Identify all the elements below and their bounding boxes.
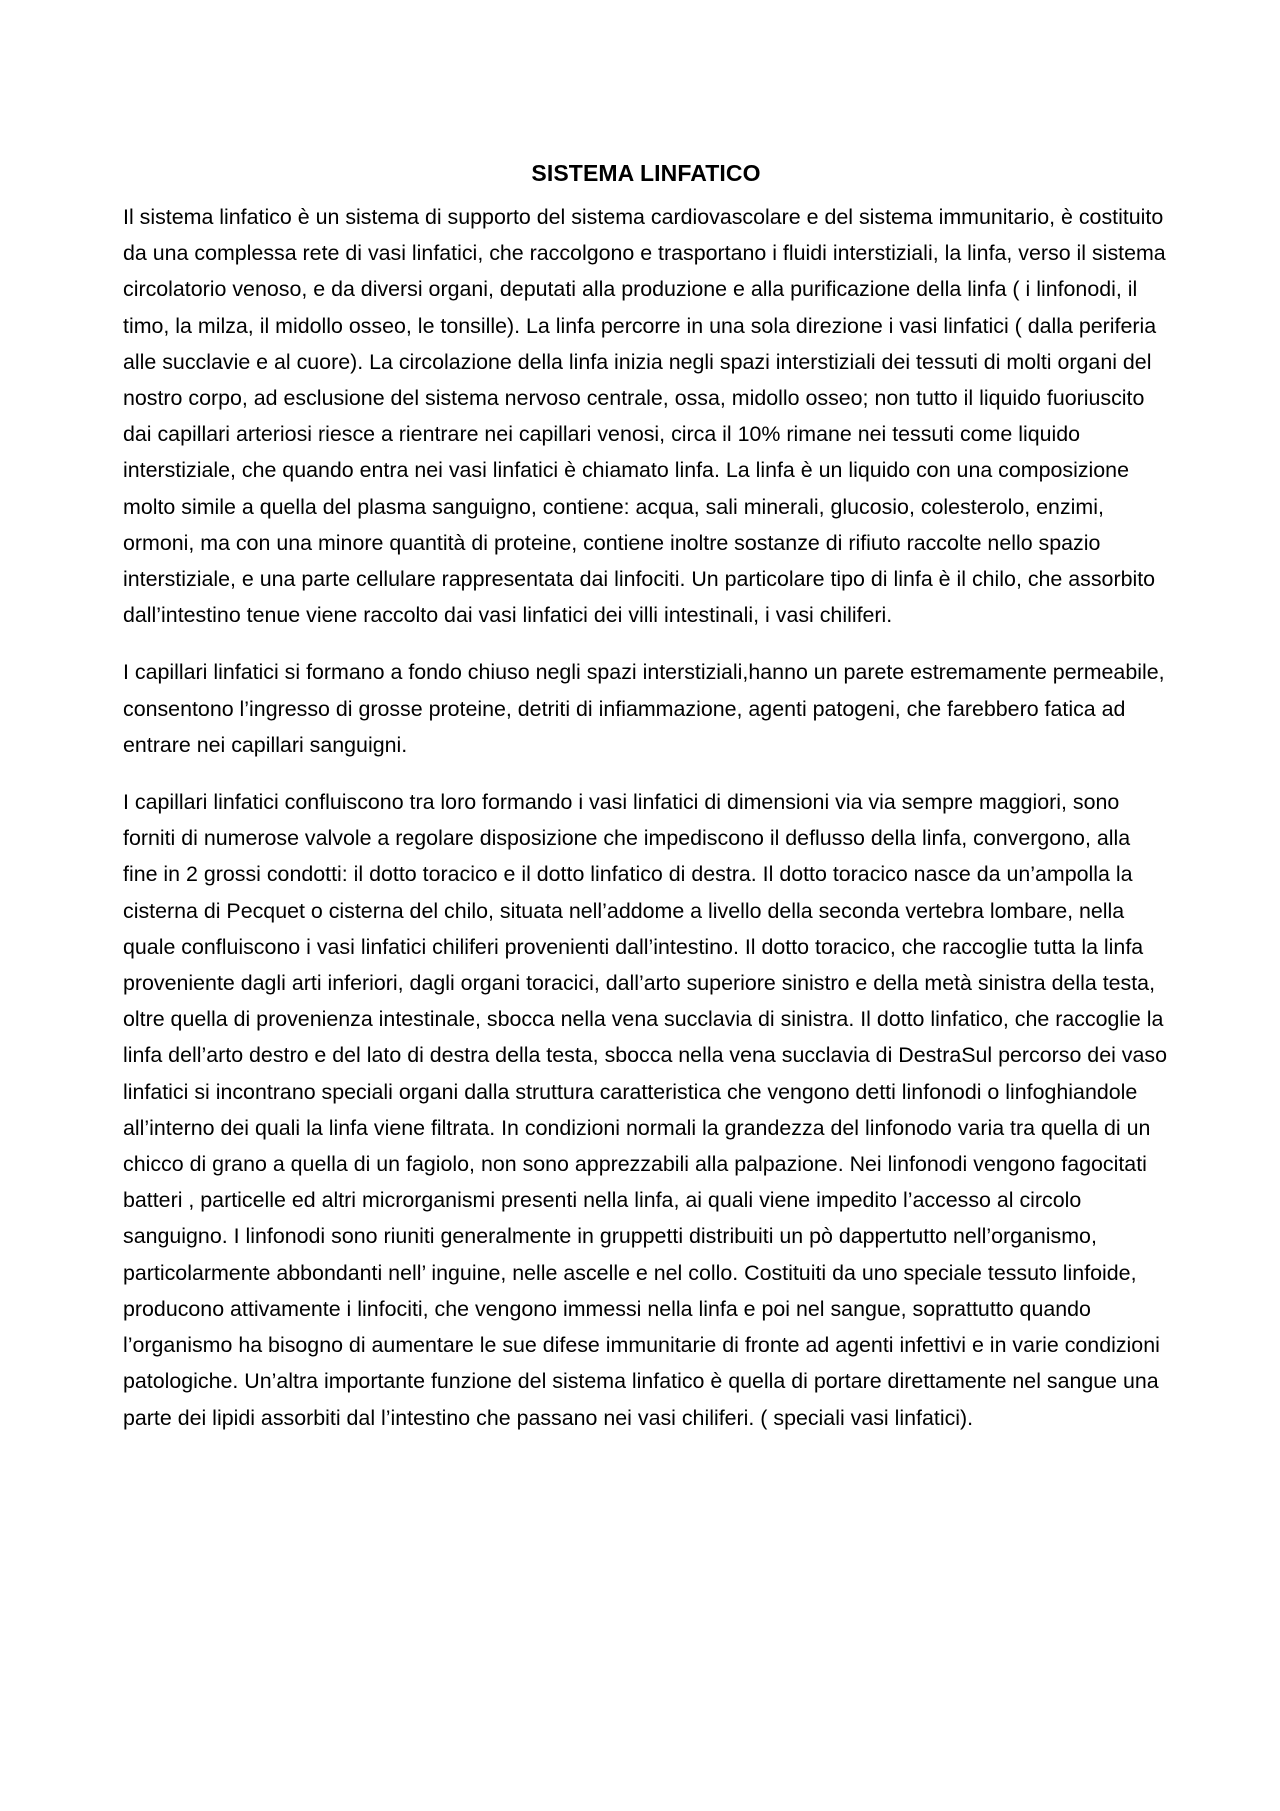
page-title: SISTEMA LINFATICO [531,160,761,186]
paragraph-vasi-linfonodi: I capillari linfatici confluiscono tra loro formando i vasi linfatici di dimensioni via via sempre maggiori, sono forniti di numerose valvole a regolare disposizione che impediscono il deflusso della linfa, convergono, alla fine in 2 grossi condotti: il dotto toracico e il dotto linfatico di destra. Il dotto toracico nasce da un’ampolla la cisterna di Pecquet o cisterna del chilo, situata nell’addome a livello della seconda vertebra lombare, nella quale confluiscono i vasi linfatici chiliferi provenienti dall’intestino. Il dotto toracico, che raccoglie tutta la linfa proveniente dagli arti inferiori, dagli organi toracici, dall’arto superiore sinistro e della metà sinistra della testa, oltre quella di provenienza intestinale, sbocca nella vena succlavia di sinistra. Il dotto linfatico, che raccoglie la linfa dell’arto destro e del lato di destra della testa, sbocca nella vena succlavia di DestraSul percorso dei vaso linfatici si incontrano speciali organi dalla struttura caratteristica che vengono detti linfonodi o linfoghiandole all’interno dei quali la linfa viene filtrata. In condizioni normali la grandezza del linfonodo varia tra quella di un chicco di grano a quella di un fagiolo, non sono apprezzabili alla palpazione. Nei linfonodi vengono fagocitati batteri , particelle ed altri microrganismi presenti nella linfa, ai quali viene impedito l’accesso al circolo sanguigno. I linfonodi sono riuniti generalmente in gruppetti distribuiti un pò dappertutto nell’organismo, particolarmente abbondanti nell’ inguine, nelle ascelle e nel collo. Costituiti da uno speciale tessuto linfoide, producono attivamente i linfociti, che vengono immessi nella linfa e poi nel sangue, soprattutto quando l’organismo ha bisogno di aumentare le sue difese immunitarie di fronte ad agenti infettivi e in varie condizioni patologiche. Un’altra importante funzione del sistema linfatico è quella di portare direttamente nel sangue una parte dei lipidi assorbiti dal l’intestino che passano nei vasi chiliferi. ( speciali vasi linfatici). [123,790,1167,1430]
paragraph-intro: Il sistema linfatico è un sistema di supporto del sistema cardiovascolare e del sistema immunitario, è costituito da una complessa rete di vasi linfatici, che raccolgono e trasportano i fluidi interstiziali, la linfa, verso il sistema circolatorio venoso, e da diversi organi, deputati alla produzione e alla purificazione della linfa ( i linfonodi, il timo, la milza, il midollo osseo, le tonsille). La linfa percorre in una sola direzione i vasi linfatici ( dalla periferia alle succlavie e al cuore). La circolazione della linfa inizia negli spazi interstiziali dei tessuti di molti organi del nostro corpo, ad esclusione del sistema nervoso centrale, ossa, midollo osseo; non tutto il liquido fuoriuscito dai capillari arteriosi riesce a rientrare nei capillari venosi, circa il 10% rimane nei tessuti come liquido interstiziale, che quando entra nei vasi linfatici è chiamato linfa. La linfa è un liquido con una composizione molto simile a quella del plasma sanguigno, contiene: acqua, sali minerali, glucosio, colesterolo, enzimi, ormoni, ma con una minore quantità di proteine, contiene inoltre sostanze di rifiuto raccolte nello spazio interstiziale, e una parte cellulare rappresentata dai linfociti. Un particolare tipo di linfa è il chilo, che assorbito dall’intestino tenue viene raccolto dai vasi linfatici dei villi intestinali, i vasi chiliferi. [123,205,1166,628]
paragraph-capillari: I capillari linfatici si formano a fondo chiuso negli spazi interstiziali,hanno un parete estremamente permeabile, consentono l’ingresso di grosse proteine, detriti di infiammazione, agenti patogeni, che farebbero fatica ad entrare nei capillari sanguigni. [123,660,1165,757]
document-body [123,155,1169,1436]
